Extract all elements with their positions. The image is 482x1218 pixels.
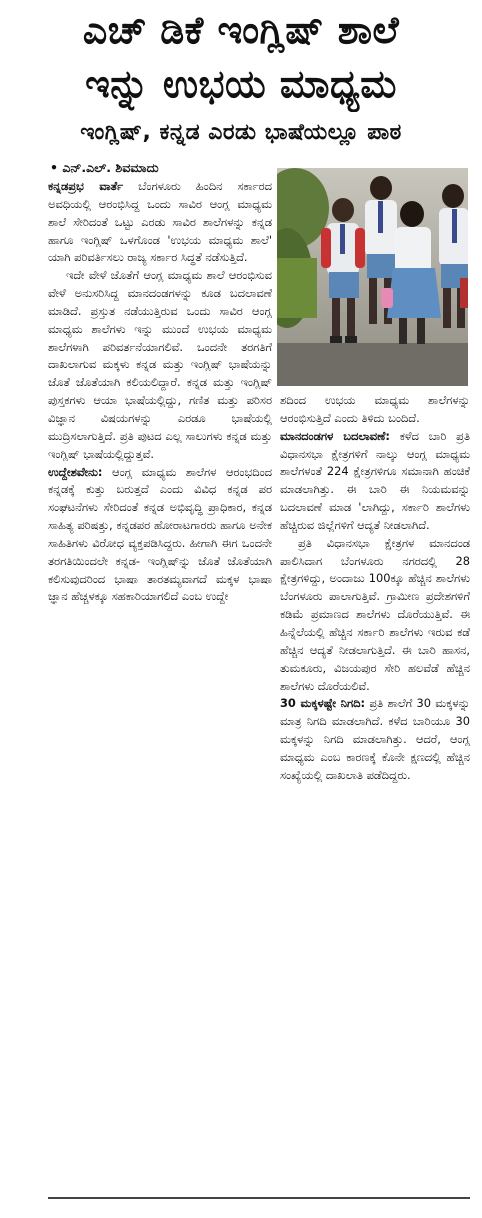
subheadline: ಇಂಗ್ಲಿಷ್, ಕನ್ನಡ ಎರಡು ಭಾಷೆಯಲ್ಲೂ ಪಾಠ [80, 120, 402, 145]
bottom-rule [48, 1197, 470, 1199]
byline: • ಎನ್.ಎಲ್. ಶಿವಮಾದು [50, 160, 159, 175]
right-column [280, 392, 470, 1188]
paragraph-constituency: ಪ್ರತಿ ವಿಧಾನಸಭಾ ಕ್ಷೇತ್ರಗಳ ಮಾನದಂಡ ಪಾಲಿಸಿದಾಗ ಬೆಂಗಳೂರು ನಗರದಲ್ಲಿ 28 ಕ್ಷೇತ್ರಗಳಿದ್ದು, ಅಂದಾಜು 100ಕ್ಕೂ ಹೆಚ್ಚಿನ ಶಾಲೆಗಳು ಬೆಂಗಳೂರು ಪಾಲಾಗುತ್ತಿವೆ. ಗ್ರಾಮೀಣ ಪ್ರದೇಶಗಳಿಗೆ ಕಡಿಮೆ ಪ್ರಮಾಣದ ಶಾಲೆಗಳು ದೊರೆಯುತ್ತಿವೆ. ಈ ಹಿನ್ನೆಲೆಯಲ್ಲಿ ಹೆಚ್ಚಿನ ಸರ್ಕಾರಿ ಶಾಲೆಗಳು ಇರುವ ಕಡೆ ಹೆಚ್ಚಿನ ಆದ್ಯತೆ ನೀಡಲಾಗುತ್ತಿದೆ. ಈ ಬಾರಿ ಹಾಸನ, ತುಮಕೂರು, ವಿಜಯಪುರ ಸೇರಿ ಹಲವೆಡೆ ಹೆಚ್ಚಿನ ಶಾಲೆಗಳು ದೊರೆಯಲಿವೆ. [280, 535, 470, 693]
headline-line-2: ಇನ್ನು ಉಭಯ ಮಾಧ್ಯಮ [85, 62, 397, 106]
paragraph-continued: ಶದಿಂದ ಉಭಯ ಮಾಧ್ಯಮ ಶಾಲೆಗಳನ್ನು ಆರಂಭಿಸುತ್ತಿದೆ ಎಂದು ತಿಳಿದು ಬಂದಿದೆ. [280, 393, 470, 425]
paragraph-3 [48, 464, 272, 607]
section-heading-criteria: ಮಾನದಂಡಗಳ ಬದಲಾವಣೆ: [280, 428, 390, 443]
paragraph-thirty-text: ಪ್ರತಿ ಶಾಲೆಗೆ 30 ಮಕ್ಕಳನ್ನು ಮಾತ್ರ ನಿಗದಿ ಮಾಡಲಾಗಿದೆ. ಕಳೆದ ಬಾರಿಯೂ 30 ಮಕ್ಕಳನ್ನು ನಿಗದಿ ಮಾಡಲಾಗಿತ್ತು. ಆದರೆ, ಆಂಗ್ಲ ಮಾಧ್ಯಮ ಎಂಬ ಕಾರಣಕ್ಕೆ ಕೊನೇ ಕ್ಷಣದಲ್ಲಿ ಹೆಚ್ಚಿನ ಸಂಖ್ಯೆಯಲ್ಲಿ ದಾಖಲಾತಿ ಪಡೆದಿದ್ದರು. [280, 696, 470, 782]
paragraph-criteria-text: ಕಳೆದ ಬಾರಿ ಪ್ರತಿ ವಿಧಾನಸಭಾ ಕ್ಷೇತ್ರಗಳಿಗೆ ನಾಲ್ಕು ಆಂಗ್ಲ ಮಾಧ್ಯಮ ಶಾಲೆಗಳಂತೆ 224 ಕ್ಷೇತ್ರಗಳಿಗೂ ಸಮಾನಾಗಿ ಹಂಚಿಕೆ ಮಾಡಲಾಗಿತ್ತು. ಈ ಬಾರಿ ಈ ನಿಯಮವನ್ನು ಬದಲಾವಣೆ ಮಾಡ 'ಲಾಗಿದ್ದು, ಸರ್ಕಾರಿ ಶಾಲೆಗಳು ಹೆಚ್ಚಿರುವ ಜಿಲ್ಲೆಗಳಿಗೆ ಆದ್ಯತೆ ನೀಡಲಾಗಿದೆ. [280, 428, 470, 532]
paragraph-1-text: ಹಿಂದಿನ ಸರ್ಕಾರದ ಅವಧಿಯಲ್ಲಿ ಆರಂಭಿಸಿದ್ದ ಒಂದು ಸಾವಿರ ಆಂಗ್ಲ ಮಾಧ್ಯಮ ಶಾಲೆ ಸೇರಿದಂತೆ ಒಟ್ಟು ಎರಡು ಸಾವಿರ ಶಾಲೆಗಳನ್ನು ಕನ್ನಡ ಹಾಗೂ ಇಂಗ್ಲಿಷ್ ಒಳಗೊಂಡ 'ಉಭಯ ಮಾಧ್ಯಮ ಶಾಲೆ' ಯಾಗಿ ಪರಿವರ್ತಿಸಲು ರಾಜ್ಯ ಸರ್ಕಾರ ಸಿದ್ಧತೆ ನಡೆಸುತ್ತಿದೆ. [48, 179, 272, 265]
students-illustration [277, 168, 468, 386]
dateline-place: ಬೆಂಗಳೂರು [138, 179, 181, 193]
section-heading-purpose: ಉದ್ದೇಶವೇನು: [48, 464, 103, 479]
dateline-source: ಕನ್ನಡಪ್ರಭ ವಾರ್ತೆ [48, 179, 124, 193]
headline-line-1: ಎಚ್ ಡಿಕೆ ಇಂಗ್ಲಿಷ್ ಶಾಲೆ [82, 8, 400, 52]
paragraph-criteria [280, 428, 470, 535]
left-column [48, 178, 272, 1188]
students-photo [277, 168, 468, 386]
paragraph-3-text: ಆಂಗ್ಲ ಮಾಧ್ಯಮ ಶಾಲೆಗಳ ಆರಂಭದಿಂದ ಕನ್ನಡಕ್ಕೆ ಕುತ್ತು ಬರುತ್ತದೆ ಎಂದು ವಿವಿಧ ಕನ್ನಡ ಪರ ಸಂಘಟನೆಗಳು ಸೇರಿದಂತೆ ಕನ್ನಡ ಅಭಿವೃದ್ಧಿ ಪ್ರಾಧಿಕಾರ, ಕನ್ನಡ ಸಾಹಿತ್ಯ ಪರಿಷತ್ತು, ಕನ್ನಡಪರ ಹೋರಾಟಗಾರರು ಹಾಗೂ ಅನೇಕ ಸಾಹಿತಿಗಳು ವಿರೋಧ ವ್ಯಕ್ತಪಡಿಸಿದ್ದರು. ಹೀಗಾಗಿ ಈಗ ಒಂದನೇ ತರಗತಿಯಿಂದಲೇ ಕನ್ನಡ- ಇಂಗ್ಲಿಷ್‌ನ್ನು ಜೊತೆ ಜೊತೆಯಾಗಿ ಕಲಿಸುವುದರಿಂದ ಭಾಷಾ ತಾರತಮ್ಯವಾಗದೆ ಮಕ್ಕಳ ಭಾಷಾ ಜ್ಞಾನ ಹೆಚ್ಚಳಕ್ಕೂ ಸಹಕಾರಿಯಾಗಲಿದೆ ಎಂಬ ಉದ್ದೇ [48, 464, 272, 604]
paragraph-1 [48, 178, 272, 267]
paragraph-2: ಇದೇ ವೇಳೆ ಜೊತೆಗೆ ಆಂಗ್ಲ ಮಾಧ್ಯಮ ಶಾಲೆ ಆರಂಭಿಸುವ ವೇಳೆ ಅನುಸರಿಸಿದ್ದ ಮಾನದಂಡಗಳನ್ನು ಕೂಡ ಬದಲಾವಣೆ ಮಾಡಿದೆ. ಪ್ರಸ್ತುತ ನಡೆಯುತ್ತಿರುವ ಒಂದು ಸಾವಿರ ಆಂಗ್ಲ ಮಾಧ್ಯಮ ಶಾಲೆಗಳು ಇನ್ನು ಮುಂದೆ ಉಭಯ ಮಾಧ್ಯಮ ಶಾಲೆಗಳಾಗಿ ಪರಿವರ್ತನೆಯಾಗಲಿವೆ. ಒಂದನೇ ತರಗತಿಗೆ ದಾಖಲಾಗುವ ಮಕ್ಕಳು ಕನ್ನಡ ಮತ್ತು ಇಂಗ್ಲಿಷ್ ಭಾಷೆಯನ್ನು ಜೊತೆ ಜೊತೆಯಾಗಿ ಕಲಿಯಲಿದ್ದಾರೆ. ಕನ್ನಡ ಮತ್ತು ಇಂಗ್ಲಿಷ್ ಪುಸ್ತಕಗಳು ಆಯಾ ಭಾಷೆಯಲ್ಲಿದ್ದು, ಗಣಿತ ಮತ್ತು ಪರಿಸರ ವಿಜ್ಞಾನ ವಿಷಯಗಳನ್ನು ಎರಡೂ ಭಾಷೆಯಲ್ಲಿ ಮುದ್ರಿಸಲಾಗುತ್ತಿದೆ. ಪ್ರತಿ ಪುಟದ ಎಲ್ಲ ಸಾಲುಗಳು ಕನ್ನಡ ಮತ್ತು ಇಂಗ್ಲಿಷ್ ಭಾಷೆಯಲ್ಲಿದ್ದುತ್ತವೆ. [48, 268, 272, 461]
section-heading-thirty: 30 ಮಕ್ಕಳಷ್ಟೇ ನಿಗದಿ: [280, 696, 366, 711]
paragraph-thirty [280, 695, 470, 784]
